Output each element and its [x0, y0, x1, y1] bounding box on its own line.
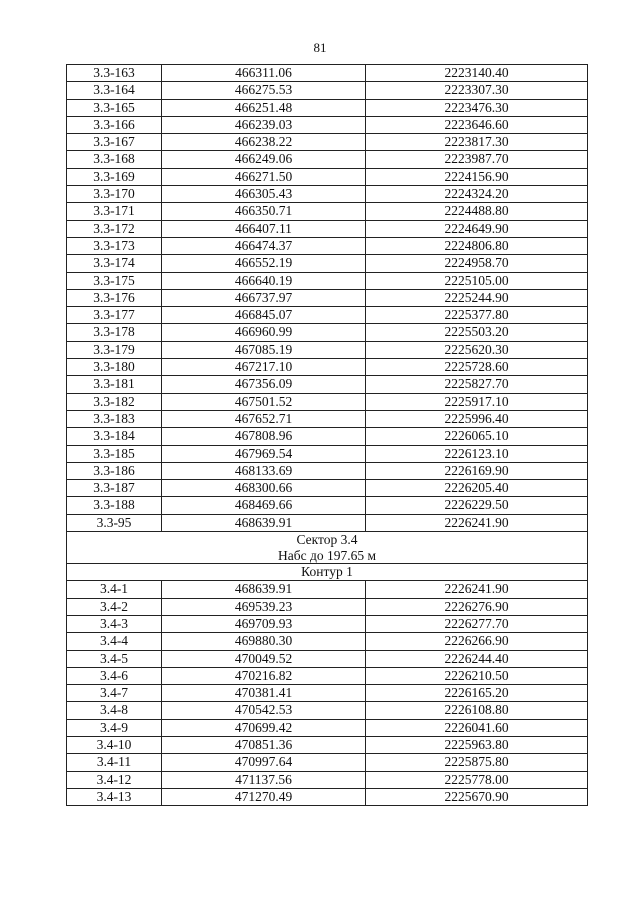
- table-row: [67, 497, 588, 514]
- point-id-cell: 3.4-4: [67, 633, 162, 650]
- table-row: [67, 719, 588, 736]
- y-coordinate-cell: 2225670.90: [366, 788, 588, 805]
- point-id-cell: 3.3-169: [67, 168, 162, 185]
- y-coordinate-cell: 2226041.60: [366, 719, 588, 736]
- point-id-cell: 3.3-167: [67, 134, 162, 151]
- x-coordinate-cell: 467085.19: [162, 341, 366, 358]
- y-coordinate-cell: 2223646.60: [366, 116, 588, 133]
- y-coordinate-cell: 2226065.10: [366, 428, 588, 445]
- x-coordinate-cell: 470997.64: [162, 754, 366, 771]
- x-coordinate-cell: 466271.50: [162, 168, 366, 185]
- y-coordinate-cell: 2223817.30: [366, 134, 588, 151]
- point-id-cell: 3.3-180: [67, 359, 162, 376]
- point-id-cell: 3.3-184: [67, 428, 162, 445]
- x-coordinate-cell: 466640.19: [162, 272, 366, 289]
- y-coordinate-cell: 2226241.90: [366, 581, 588, 598]
- table-row: [67, 445, 588, 462]
- x-coordinate-cell: 467501.52: [162, 393, 366, 410]
- point-id-cell: 3.4-5: [67, 650, 162, 667]
- table-row: [67, 581, 588, 598]
- x-coordinate-cell: 467808.96: [162, 428, 366, 445]
- x-coordinate-cell: 466552.19: [162, 255, 366, 272]
- x-coordinate-cell: 468469.66: [162, 497, 366, 514]
- x-coordinate-cell: 466251.48: [162, 99, 366, 116]
- x-coordinate-cell: 470851.36: [162, 736, 366, 753]
- y-coordinate-cell: 2223987.70: [366, 151, 588, 168]
- x-coordinate-cell: 467356.09: [162, 376, 366, 393]
- y-coordinate-cell: 2226165.20: [366, 685, 588, 702]
- point-id-cell: 3.3-183: [67, 410, 162, 427]
- table-row: [67, 650, 588, 667]
- table-row: [67, 480, 588, 497]
- point-id-cell: 3.4-12: [67, 771, 162, 788]
- point-id-cell: 3.3-174: [67, 255, 162, 272]
- point-id-cell: 3.3-166: [67, 116, 162, 133]
- x-coordinate-cell: 466305.43: [162, 186, 366, 203]
- y-coordinate-cell: 2225875.80: [366, 754, 588, 771]
- y-coordinate-cell: 2225778.00: [366, 771, 588, 788]
- table-row: [67, 82, 588, 99]
- y-coordinate-cell: 2224324.20: [366, 186, 588, 203]
- point-id-cell: 3.3-170: [67, 186, 162, 203]
- table-row: [67, 307, 588, 324]
- table-row: [67, 410, 588, 427]
- y-coordinate-cell: 2226205.40: [366, 480, 588, 497]
- point-id-cell: 3.4-7: [67, 685, 162, 702]
- table-row: [67, 186, 588, 203]
- table-row: [67, 462, 588, 479]
- x-coordinate-cell: 468639.91: [162, 581, 366, 598]
- x-coordinate-cell: 469709.93: [162, 615, 366, 632]
- y-coordinate-cell: 2225105.00: [366, 272, 588, 289]
- table-row: [67, 203, 588, 220]
- y-coordinate-cell: 2226277.70: [366, 615, 588, 632]
- y-coordinate-cell: 2226169.90: [366, 462, 588, 479]
- sector-header: [67, 532, 588, 581]
- table-row: [67, 289, 588, 306]
- point-id-cell: 3.3-177: [67, 307, 162, 324]
- point-id-cell: 3.4-1: [67, 581, 162, 598]
- table-row: [67, 359, 588, 376]
- table-row: [67, 341, 588, 358]
- table-row: [67, 428, 588, 445]
- table-row: [67, 220, 588, 237]
- table-row: [67, 255, 588, 272]
- table-row: [67, 65, 588, 82]
- x-coordinate-cell: 470216.82: [162, 667, 366, 684]
- x-coordinate-cell: 467969.54: [162, 445, 366, 462]
- point-id-cell: 3.3-163: [67, 65, 162, 82]
- table-row: [67, 615, 588, 632]
- x-coordinate-cell: 471137.56: [162, 771, 366, 788]
- sector-title: Сектор 3.4: [296, 532, 358, 548]
- table-body-top: [67, 65, 588, 532]
- table-row: [67, 667, 588, 684]
- point-id-cell: 3.3-168: [67, 151, 162, 168]
- x-coordinate-cell: 471270.49: [162, 788, 366, 805]
- table-row: [67, 633, 588, 650]
- y-coordinate-cell: 2225244.90: [366, 289, 588, 306]
- table-row: [67, 702, 588, 719]
- y-coordinate-cell: 2225827.70: [366, 376, 588, 393]
- y-coordinate-cell: 2224958.70: [366, 255, 588, 272]
- table-row: [67, 514, 588, 531]
- x-coordinate-cell: 466239.03: [162, 116, 366, 133]
- x-coordinate-cell: 468639.91: [162, 514, 366, 531]
- x-coordinate-cell: 466845.07: [162, 307, 366, 324]
- y-coordinate-cell: 2224806.80: [366, 237, 588, 254]
- table-row: [67, 237, 588, 254]
- table-row: [67, 754, 588, 771]
- y-coordinate-cell: 2223307.30: [366, 82, 588, 99]
- point-id-cell: 3.3-185: [67, 445, 162, 462]
- x-coordinate-cell: 466350.71: [162, 203, 366, 220]
- point-id-cell: 3.4-10: [67, 736, 162, 753]
- point-id-cell: 3.3-171: [67, 203, 162, 220]
- table-row: [67, 393, 588, 410]
- y-coordinate-cell: 2224156.90: [366, 168, 588, 185]
- point-id-cell: 3.3-172: [67, 220, 162, 237]
- x-coordinate-cell: 470381.41: [162, 685, 366, 702]
- x-coordinate-cell: 470542.53: [162, 702, 366, 719]
- point-id-cell: 3.4-13: [67, 788, 162, 805]
- y-coordinate-cell: 2225728.60: [366, 359, 588, 376]
- y-coordinate-cell: 2226266.90: [366, 633, 588, 650]
- sector-row: [67, 532, 588, 564]
- point-id-cell: 3.3-173: [67, 237, 162, 254]
- x-coordinate-cell: 466960.99: [162, 324, 366, 341]
- point-id-cell: 3.3-164: [67, 82, 162, 99]
- x-coordinate-cell: 469539.23: [162, 598, 366, 615]
- y-coordinate-cell: 2225996.40: [366, 410, 588, 427]
- y-coordinate-cell: 2224488.80: [366, 203, 588, 220]
- y-coordinate-cell: 2223140.40: [366, 65, 588, 82]
- x-coordinate-cell: 466737.97: [162, 289, 366, 306]
- y-coordinate-cell: 2225503.20: [366, 324, 588, 341]
- point-id-cell: 3.3-95: [67, 514, 162, 531]
- table-row: [67, 99, 588, 116]
- y-coordinate-cell: 2226108.80: [366, 702, 588, 719]
- y-coordinate-cell: 2226229.50: [366, 497, 588, 514]
- point-id-cell: 3.3-186: [67, 462, 162, 479]
- table-row: [67, 788, 588, 805]
- point-id-cell: 3.3-187: [67, 480, 162, 497]
- point-id-cell: 3.4-6: [67, 667, 162, 684]
- table-body-bottom: [67, 581, 588, 806]
- x-coordinate-cell: 470049.52: [162, 650, 366, 667]
- point-id-cell: 3.3-188: [67, 497, 162, 514]
- x-coordinate-cell: 469880.30: [162, 633, 366, 650]
- sector-subtitle: Набс до 197.65 м: [277, 547, 376, 563]
- y-coordinate-cell: 2226241.90: [366, 514, 588, 531]
- x-coordinate-cell: 466311.06: [162, 65, 366, 82]
- y-coordinate-cell: 2226123.10: [366, 445, 588, 462]
- y-coordinate-cell: 2224649.90: [366, 220, 588, 237]
- x-coordinate-cell: 466275.53: [162, 82, 366, 99]
- point-id-cell: 3.4-3: [67, 615, 162, 632]
- sector-cell: [67, 532, 588, 564]
- contour-title: Контур 1: [67, 564, 588, 581]
- table-row: [67, 598, 588, 615]
- coordinates-table: [66, 64, 588, 806]
- table-row: [67, 168, 588, 185]
- y-coordinate-cell: 2223476.30: [366, 99, 588, 116]
- x-coordinate-cell: 466238.22: [162, 134, 366, 151]
- point-id-cell: 3.4-11: [67, 754, 162, 771]
- y-coordinate-cell: 2226210.50: [366, 667, 588, 684]
- y-coordinate-cell: 2225377.80: [366, 307, 588, 324]
- table-row: [67, 151, 588, 168]
- x-coordinate-cell: 468300.66: [162, 480, 366, 497]
- y-coordinate-cell: 2226244.40: [366, 650, 588, 667]
- point-id-cell: 3.4-2: [67, 598, 162, 615]
- x-coordinate-cell: 470699.42: [162, 719, 366, 736]
- x-coordinate-cell: 468133.69: [162, 462, 366, 479]
- x-coordinate-cell: 466474.37: [162, 237, 366, 254]
- table-row: [67, 376, 588, 393]
- point-id-cell: 3.3-175: [67, 272, 162, 289]
- table-row: [67, 272, 588, 289]
- point-id-cell: 3.3-182: [67, 393, 162, 410]
- y-coordinate-cell: 2226276.90: [366, 598, 588, 615]
- table-row: [67, 736, 588, 753]
- table-row: [67, 685, 588, 702]
- table-row: [67, 771, 588, 788]
- point-id-cell: 3.3-178: [67, 324, 162, 341]
- y-coordinate-cell: 2225963.80: [366, 736, 588, 753]
- point-id-cell: 3.3-181: [67, 376, 162, 393]
- page-number: 81: [313, 40, 327, 55]
- contour-row: [67, 564, 588, 581]
- point-id-cell: 3.3-176: [67, 289, 162, 306]
- x-coordinate-cell: 467217.10: [162, 359, 366, 376]
- x-coordinate-cell: 466249.06: [162, 151, 366, 168]
- x-coordinate-cell: 466407.11: [162, 220, 366, 237]
- table-row: [67, 116, 588, 133]
- point-id-cell: 3.4-8: [67, 702, 162, 719]
- table-row: [67, 134, 588, 151]
- x-coordinate-cell: 467652.71: [162, 410, 366, 427]
- point-id-cell: 3.3-179: [67, 341, 162, 358]
- point-id-cell: 3.4-9: [67, 719, 162, 736]
- y-coordinate-cell: 2225917.10: [366, 393, 588, 410]
- point-id-cell: 3.3-165: [67, 99, 162, 116]
- table-row: [67, 324, 588, 341]
- y-coordinate-cell: 2225620.30: [366, 341, 588, 358]
